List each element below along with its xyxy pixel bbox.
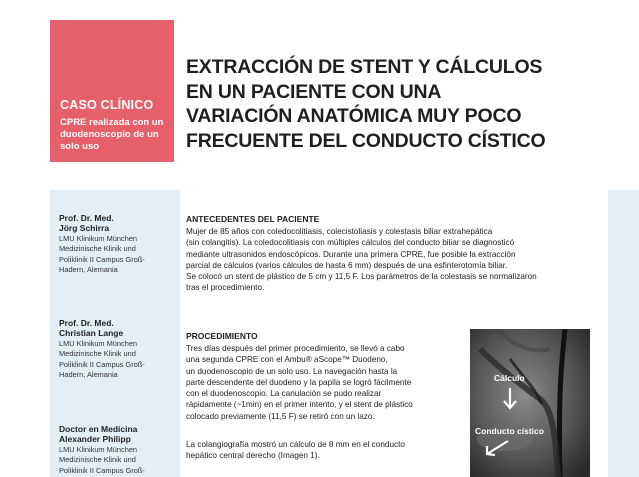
author-name: Alexander Philipp: [59, 434, 131, 444]
section-heading-procedimiento: PROCEDIMIENTO: [186, 331, 258, 341]
author-title: Doctor en Medicina: [59, 424, 138, 434]
arrow-diagonal-icon: [484, 439, 510, 457]
label-calculo: Cálculo: [494, 373, 525, 383]
author-block: [59, 213, 177, 276]
author-title: Prof. Dr. Med.: [59, 318, 114, 328]
title-line: EXTRACCIÓN DE STENT Y CÁLCULOS: [186, 56, 543, 78]
author-name: Jörg Schirra: [59, 223, 110, 233]
title-line: VARIACIÓN ANATÓMICA MUY POCO: [186, 105, 522, 127]
article-title: [186, 55, 606, 153]
case-subtitle: CPRE realizada con un duodenoscopio de un solo uso: [60, 117, 164, 152]
procedimiento-text: Tres días después del primer procedimiento, se llevó a cabo una segunda CPRE con el Ambu® aScope™ Duodeno, un duodenoscopio de un solo uso. La navegación hasta la parte descendente del duodeno y la papila se logró fácilmente con el duodenoscopio. La canulación se pudo realizar rápidamente (~1min) en el primer intento, y el stent de plástico colocado previamente (11,5 F) se retiró con un lazo.: [186, 344, 413, 421]
title-line: EN UN PACIENTE CON UNA: [186, 80, 442, 103]
procedimiento-text-2: La colangiografía mostró un cálculo de 8 mm en el conducto hepático central derecho (Imagen 1).: [186, 440, 405, 461]
label-conducto-cistico: Conducto cístico: [475, 426, 544, 436]
author-name: Christian Lange: [59, 328, 124, 338]
case-box: [50, 20, 174, 162]
cholangiography-image: [470, 329, 590, 477]
title-line: FRECUENTE DEL CONDUCTO CÍSTICO: [186, 129, 546, 152]
case-title: CASO CLÍNICO: [60, 98, 154, 112]
author-title: Prof. Dr. Med.: [59, 213, 114, 223]
antecedentes-text: Mujer de 85 años con coledocolitiasis, colecistoliasis y colestasis biliar extrahepática (sin colangitis). La coledocolitiasis con múltiples cálculos del conducto biliar se diagnosticó mediante ultrasonidos endoscópicos. Durante una primera CPRE, fue posible la extracción parcial de cálculos (varios cálculos de hasta 6 mm) después de una esfinterotomía biliar. Se colocó un stent de plástico de 5 cm y 11,5 F. Los parámetros de la colestasis se normalizaron tras el procedimiento.: [186, 227, 537, 293]
arrow-down-icon: [502, 387, 518, 411]
author-block: [59, 318, 177, 381]
author-affiliation: LMU Klinikum München Medizinische Klinik und Poliklinik II Campus Groß- Hadern, Alemania: [59, 339, 145, 380]
author-affiliation: LMU Klinikum München Medizinische Klinik und Poliklinik II Campus Groß-: [59, 445, 145, 475]
author-block: [59, 424, 177, 476]
author-affiliation: LMU Klinikum München Medizinische Klinik und Poliklinik II Campus Groß- Hadern, Alemania: [59, 234, 145, 275]
section-heading-antecedentes: ANTECEDENTES DEL PACIENTE: [186, 214, 320, 224]
